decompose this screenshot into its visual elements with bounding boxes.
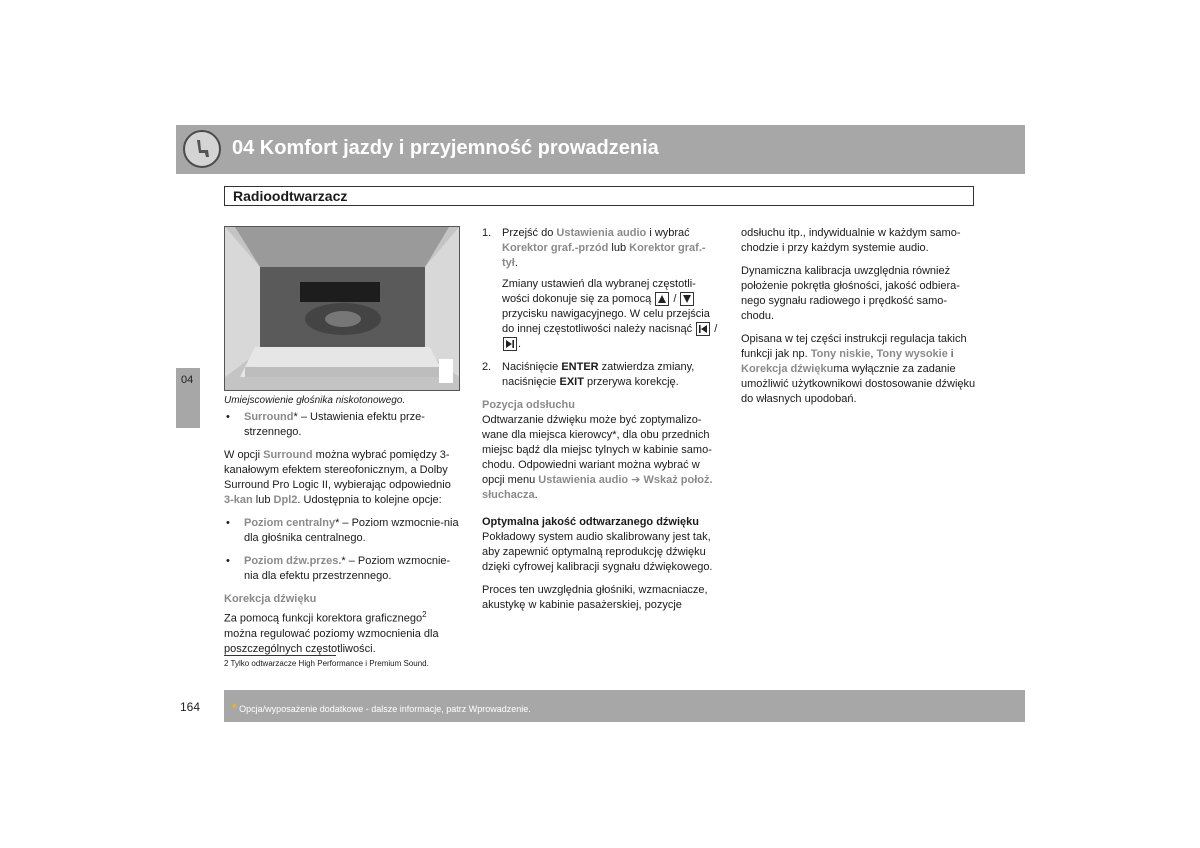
chapter-title: 04 Komfort jazdy i przyjemność prowadzenia	[232, 137, 659, 159]
subheading-eq: Korekcja dźwięku	[224, 593, 317, 605]
section-title-box	[224, 186, 974, 206]
chapter-side-tab	[176, 368, 200, 428]
process-paragraph: Proces ten uwzględnia głośniki, wzmacniacze, akustykę w kabinie pasażerskiej, pozycje	[482, 584, 708, 611]
seat-icon	[183, 130, 221, 168]
side-tab-label: 04	[181, 374, 194, 386]
footnote: 2 Tylko odtwarzacze High Performance i Premium Sound.	[224, 659, 429, 668]
listening-position-paragraph: Odtwarzanie dźwięku może być zoptymalizo-wane dla miejsca kierowcy*, dla obu przednich miejsc bądź dla miejsc tylnych w kabinie samo-chodu. Odpowiedni wariant można wybrać w opcji menu Ustawienia audio ➔ Wskaż położ. słuchacza.	[482, 414, 713, 501]
trunk-photo	[224, 226, 460, 391]
subheading-optimal-quality: Optymalna jakość odtwarzanego dźwięku	[482, 516, 699, 528]
photo-caption: Umiejscowienie głośnika niskotonowego.	[224, 395, 406, 406]
col3-paragraph-3: Opisana w tej części instrukcji regulacja takich funkcji jak np. Tony niskie, Tony wysokie i Korekcja dźwiękuma wyłącznie za zadanie umożliwić użytkownikowi dostosowanie dźwięku do własnych upodobań.	[741, 333, 976, 405]
eq-paragraph: Za pomocą funkcji korektora graficznego$^2$ można regulować poziomy wzmocnienia dla poszczególnych częstotliwości.	[224, 610, 439, 655]
step-2: 2. Naciśnięcie ENTER zatwierdza zmiany, naciśnięcie EXIT przerywa korekcję.	[482, 361, 695, 388]
down-arrow-key-icon	[680, 292, 694, 306]
footer-bar	[224, 690, 1025, 722]
surround-paragraph: W opcji Surround można wybrać pomiędzy 3-kanałowym efektem stereofonicznym, a Dolby Surround Pro Logic II, wybierając odpowiednio 3-kan lub Dpl2. Udostępnia to kolejne opcje:	[224, 449, 451, 506]
footer-note: * Opcja/wyposażenie dodatkowe - dalsze informacje, patrz Wprowadzenie.	[232, 701, 531, 715]
column-1	[224, 410, 460, 665]
next-key-icon	[503, 337, 517, 351]
col3-paragraph-2: Dynamiczna kalibracja uwzględnia również położenie pokrętła głośności, jakość odbiera-nego sygnału radiowego i prędkość samo-chodu.	[741, 265, 960, 322]
section-title: Radioodtwarzacz	[233, 188, 348, 204]
bullet-surround: • Surround* – Ustawienia efektu prze-strzennego.	[226, 411, 425, 438]
step-1: 1. Przejść do Ustawienia audio i wybrać Korektor graf.-przód lub Korektor graf.-tył. Zmiany ustawień dla wybranej częstotli-wości dokonuje się za pomocą / przycisku nawigacyjnego. W celu przejścia do innej częstotliwości należy nacisnąć / .	[482, 227, 718, 350]
footnote-rule	[224, 655, 336, 656]
previous-key-icon	[696, 322, 710, 336]
option-star-icon: *	[232, 701, 237, 715]
calibration-paragraph: Pokładowy system audio skalibrowany jest tak, aby zapewnić optymalną reprodukcję dźwięku dzięki cyfrowej kalibracji sygnału dźwiękowego.	[482, 531, 713, 573]
bullet-center-level: • Poziom centralny* – Poziom wzmocnie-nia dla głośnika centralnego.	[226, 517, 459, 544]
col3-paragraph-1: odsłuchu itp., indywidualnie w każdym samo-chodzie i przy każdym systemie audio.	[741, 227, 961, 254]
column-2	[482, 226, 718, 621]
subheading-listening-position: Pozycja odsłuchu	[482, 399, 575, 411]
page-number: 164	[180, 700, 201, 714]
bullet-surround-level: • Poziom dźw.przes.* – Poziom wzmocnie-nia dla efektu przestrzennego.	[226, 555, 451, 582]
up-arrow-key-icon	[655, 292, 669, 306]
column-3	[741, 226, 977, 415]
